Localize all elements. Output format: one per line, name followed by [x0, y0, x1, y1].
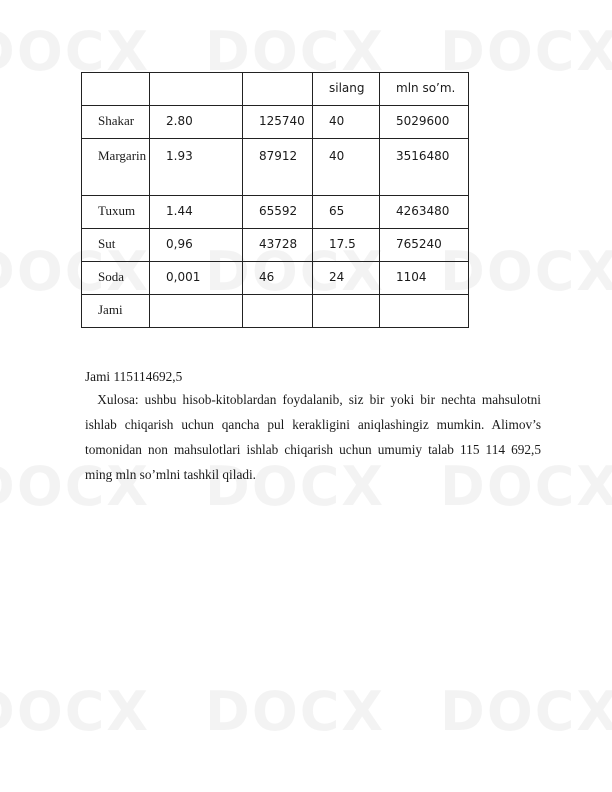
product-name: Margarin — [98, 148, 147, 163]
table-row — [82, 196, 469, 229]
watermark — [0, 680, 150, 743]
table-cell: 1.44 — [150, 196, 243, 229]
table-cell: 40 — [313, 106, 380, 139]
table-cell-product: Soda — [82, 262, 150, 295]
data-table — [81, 72, 469, 328]
table-cell: 87912 — [243, 139, 313, 196]
table-cell: 5029600 — [380, 106, 469, 139]
table-cell-product — [82, 139, 150, 196]
watermark — [440, 680, 612, 743]
table-cell: 125740 — [243, 106, 313, 139]
table-row — [82, 229, 469, 262]
table-cell: 43728 — [243, 229, 313, 262]
conclusion-paragraph: Xulosa: ushbu hisob-kitoblardan foydalanib, siz bir yoki bir nechta mahsulotni ishlab chiqarish uchun qancha pul kerakligini aniqlashingiz mumkin. Alimov’s tomonidan non mahsulotlari ishlab chiqarish uchun umumiy talab 115 114 692,5 ming mln so’mlni tashkil qiladi. — [85, 392, 545, 482]
watermark — [205, 680, 385, 743]
table-cell — [243, 73, 313, 106]
total-line: Jami 115114692,5 — [85, 369, 183, 384]
table-cell: 3516480 — [380, 139, 469, 196]
table-cell: 65 — [313, 196, 380, 229]
table-cell — [150, 295, 243, 328]
table-row — [82, 139, 469, 196]
table-cell: 4263480 — [380, 196, 469, 229]
table-cell: 46 — [243, 262, 313, 295]
table-cell-product: Shakar — [82, 106, 150, 139]
table-cell: 40 — [313, 139, 380, 196]
table-cell: 0,96 — [150, 229, 243, 262]
table-cell-product: Tuxum — [82, 196, 150, 229]
table-cell: 17.5 — [313, 229, 380, 262]
table-cell: 765240 — [380, 229, 469, 262]
table-cell: 2.80 — [150, 106, 243, 139]
table-cell: 65592 — [243, 196, 313, 229]
table-header-cell: mln so’m. — [380, 73, 469, 106]
table-cell — [150, 73, 243, 106]
table-cell: 24 — [313, 262, 380, 295]
table-cell-product: Sut — [82, 229, 150, 262]
table-cell-product: Jami — [82, 295, 150, 328]
table-header-row — [82, 73, 469, 106]
table-cell: 1104 — [380, 262, 469, 295]
table-cell — [243, 295, 313, 328]
table-row — [82, 106, 469, 139]
table-cell: 1.93 — [150, 139, 243, 196]
table-cell: 0,001 — [150, 262, 243, 295]
table-cell — [380, 295, 469, 328]
table-header-cell: silang — [313, 73, 380, 106]
table-cell — [313, 295, 380, 328]
table-row — [82, 262, 469, 295]
table-cell — [82, 73, 150, 106]
table-total-row — [82, 295, 469, 328]
